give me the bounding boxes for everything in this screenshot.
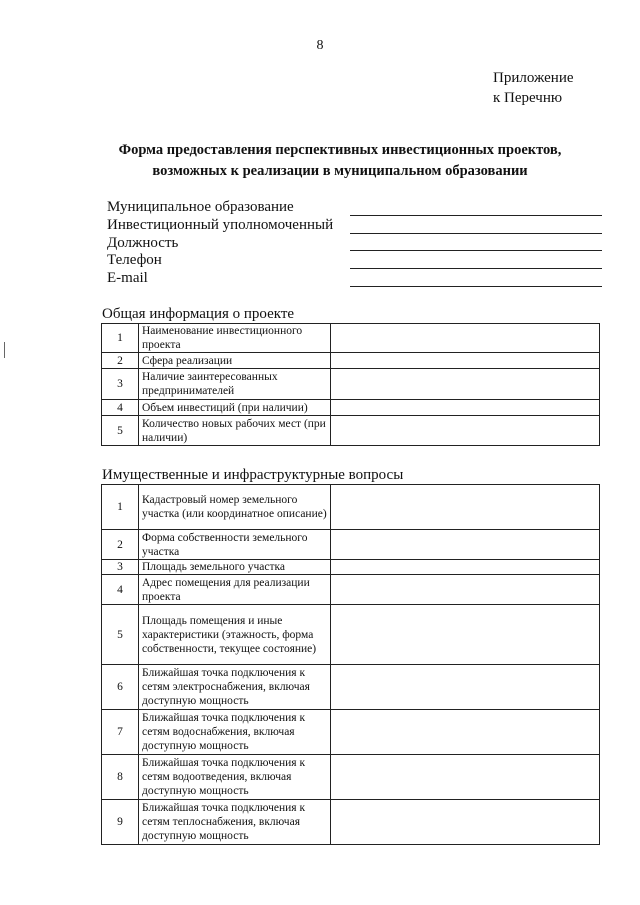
row-number: 3 [102, 369, 139, 400]
row-value-cell[interactable] [331, 800, 600, 845]
row-label: Ближайшая точка подключения к сетям водоснабжения, включая доступную мощность [139, 710, 331, 755]
appendix-line: к Перечню [493, 90, 563, 106]
table-row [102, 324, 600, 353]
table-row [102, 605, 600, 665]
row-value-cell[interactable] [331, 416, 600, 446]
row-value-cell[interactable] [331, 665, 600, 710]
table-row [102, 665, 600, 710]
row-label: Площадь земельного участка [139, 560, 331, 575]
row-value-cell[interactable] [331, 324, 600, 353]
row-label: Кадастровый номер земельного участка (или координатное описание) [139, 485, 331, 530]
row-number: 4 [102, 575, 139, 605]
page-number: 8 [316, 38, 324, 53]
row-label: Ближайшая точка подключения к сетям теплоснабжения, включая доступную мощность [139, 800, 331, 845]
fill-in-line[interactable] [350, 250, 602, 251]
row-value-cell[interactable] [331, 755, 600, 800]
table-row [102, 530, 600, 560]
table-row [102, 560, 600, 575]
row-value-cell[interactable] [331, 485, 600, 530]
table-row [102, 353, 600, 369]
section-title-property: Имущественные и инфраструктурные вопросы [102, 467, 404, 483]
field-investment-representative [107, 217, 602, 235]
fill-in-line[interactable] [350, 215, 602, 216]
row-number: 2 [102, 353, 139, 369]
row-label: Количество новых рабочих мест (при наличии) [139, 416, 331, 446]
row-value-cell[interactable] [331, 530, 600, 560]
field-phone [107, 252, 602, 270]
row-number: 1 [102, 485, 139, 530]
row-value-cell[interactable] [331, 353, 600, 369]
contact-fields [107, 199, 602, 288]
row-number: 5 [102, 605, 139, 665]
table-row [102, 800, 600, 845]
appendix-note [493, 68, 574, 108]
row-number: 8 [102, 755, 139, 800]
appendix-line: Приложение [493, 70, 574, 86]
row-label: Площадь помещения и иные характеристики (этажность, форма собственности, текущее состояние) [139, 605, 331, 665]
row-value-cell[interactable] [331, 560, 600, 575]
field-label: Муниципальное образование [107, 199, 294, 215]
field-label: Должность [107, 234, 179, 251]
margin-mark [4, 342, 5, 358]
field-label: Инвестиционный уполномоченный [107, 216, 334, 233]
row-value-cell[interactable] [331, 369, 600, 400]
form-title-line: Форма предоставления перспективных инвестиционных проектов, [118, 142, 562, 158]
general-info-table [101, 323, 600, 446]
property-infrastructure-table [101, 484, 600, 845]
row-label: Наличие заинтересованных предпринимателей [139, 369, 331, 400]
section-title-general: Общая информация о проекте [102, 306, 295, 322]
table-row [102, 485, 600, 530]
row-label: Наименование инвестиционного проекта [139, 324, 331, 353]
row-number: 7 [102, 710, 139, 755]
row-number: 2 [102, 530, 139, 560]
row-label: Адрес помещения для реализации проекта [139, 575, 331, 605]
table-row [102, 575, 600, 605]
field-position [107, 235, 602, 253]
table-row [102, 400, 600, 416]
table-row [102, 416, 600, 446]
row-label: Ближайшая точка подключения к сетям электроснабжения, включая доступную мощность [139, 665, 331, 710]
field-municipality [107, 199, 602, 217]
fill-in-line[interactable] [350, 286, 602, 287]
row-label: Ближайшая точка подключения к сетям водоотведения, включая доступную мощность [139, 755, 331, 800]
row-number: 5 [102, 416, 139, 446]
table-row [102, 369, 600, 400]
field-email [107, 270, 602, 288]
row-label: Форма собственности земельного участка [139, 530, 331, 560]
field-label: E-mail [107, 270, 148, 287]
row-number: 9 [102, 800, 139, 845]
row-value-cell[interactable] [331, 710, 600, 755]
row-number: 6 [102, 665, 139, 710]
form-title-line: возможных к реализации в муниципальном образовании [152, 163, 528, 179]
field-label: Телефон [107, 252, 162, 269]
row-value-cell[interactable] [331, 400, 600, 416]
fill-in-line[interactable] [350, 233, 602, 234]
row-number: 1 [102, 324, 139, 353]
row-value-cell[interactable] [331, 575, 600, 605]
fill-in-line[interactable] [350, 268, 602, 269]
row-number: 3 [102, 560, 139, 575]
row-label: Объем инвестиций (при наличии) [139, 400, 331, 416]
table-row [102, 755, 600, 800]
table-row [102, 710, 600, 755]
row-label: Сфера реализации [139, 353, 331, 369]
row-value-cell[interactable] [331, 605, 600, 665]
form-title [60, 140, 620, 182]
row-number: 4 [102, 400, 139, 416]
